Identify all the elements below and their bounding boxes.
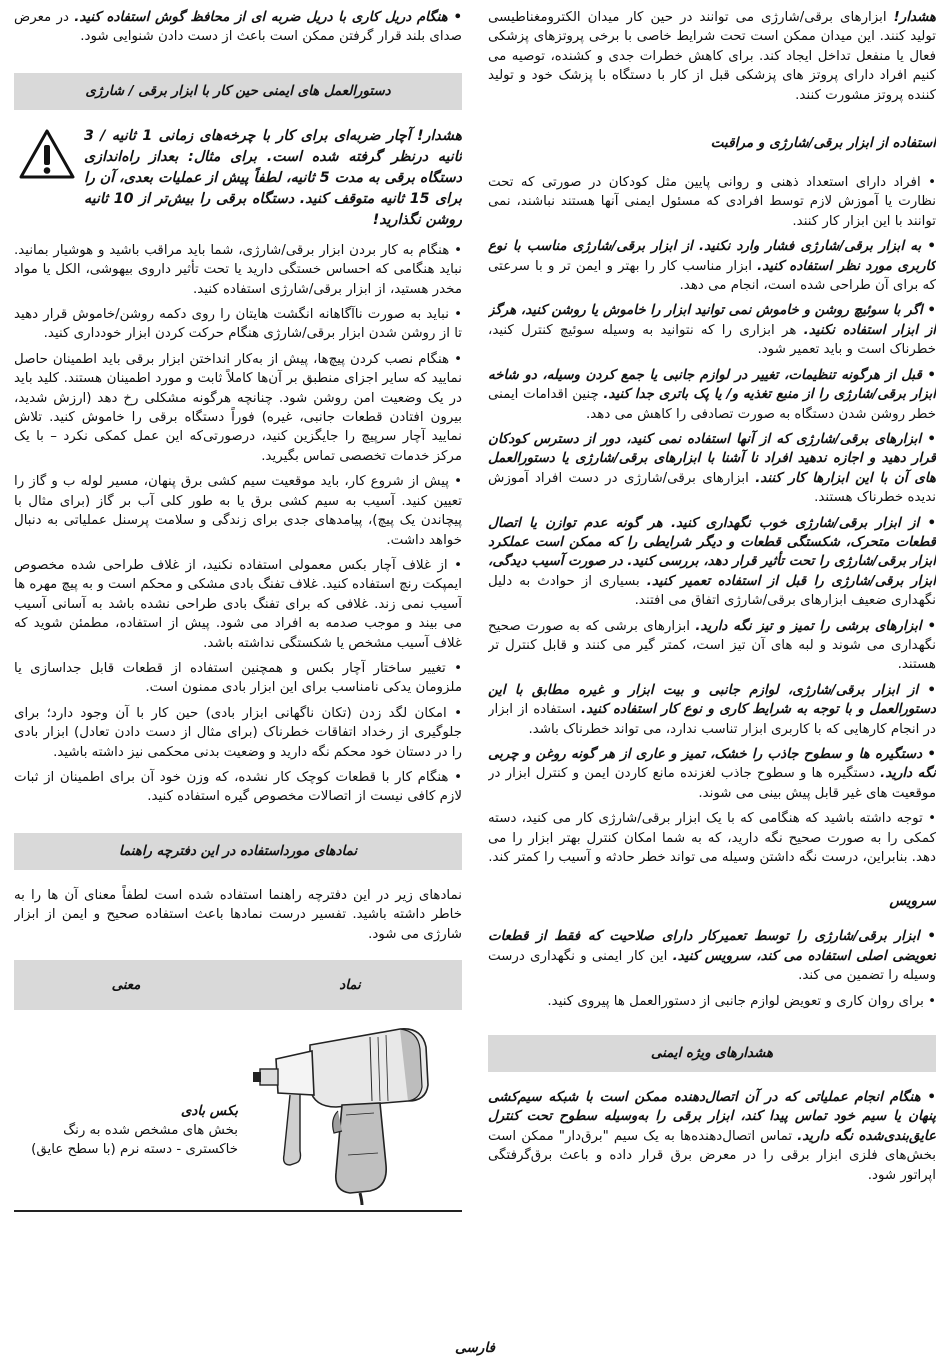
use-care-item-bold: • قبل از هرگونه تنظیمات، تغییر در لوازم جانبی یا جمع کردن وسیله، دو شاخه ابزار برقی/شارژی را از منبع تغذیه و/ یا پک باتری جدا کنید. — [488, 367, 936, 403]
intro-warning-text: ابزارهای برقی/شارژی می توانند در حین کار میدان الکترومغناطیسی تولید کنند. این میدان ممکن است تحت شرایط خاصی با برخی پروتزهای پزشکی فعال یا منفعل تداخل ایجاد کند. برای کاهش خطرات جدی و کشنده، توصیه می کنیم افراد دارای پروتز های پزشکی قبل از کار با دستگاه با پزشک خود و تولید کننده پروتز مشورت کنند. — [488, 10, 936, 103]
hearing-protection-item — [14, 8, 462, 47]
special-warning-item-bold: • هنگام انجام عملیاتی که در آن اتصال‌دهنده ممکن است با شبکه سیم‌کشی پنهان یا سیم خود تماس پیدا کند، ابزار برقی را به‌وسیله سطوح تحت کنترل عایق‌بندی‌شده نگه دارید. — [488, 1090, 936, 1144]
symbols-table-row — [14, 1010, 462, 1212]
special-warnings-band: هشدارهای ویژه ایمنی — [488, 1035, 936, 1072]
special-warning-item-text: تماس اتصال‌دهنده‌ها به یک سیم "برق‌دار" ممکن است بخش‌های فلزی ابزار برقی را در معرض برق قرار داده و باعث برق‌گرفتگی اپراتور شود. — [488, 1128, 936, 1183]
use-care-item-bold: • از ابزار برقی/شارژی خوب نگهداری کنید. هر گونه عدم توازن یا اتصال قطعات متحرک، شکستگی قطعات و دیگر شرایطی را که ممکن است عملکرد ابزار برقی/شارژی را تحت تأثیر قرار دهد، بررسی کنید. در صورت آسیب دیدگی، ابزار برقی/شارژی را قبل از استفاده تعمیر کنید. — [488, 515, 936, 589]
symbols-band: نمادهای مورداستفاده در این دفترچه راهنما — [14, 833, 462, 870]
use-care-item-bold: • به ابزار برقی/شارژی فشار وارد نکنید. از ابزار برقی/شارژی مناسب با نوع کاربری مورد نظر استفاده کنید. — [488, 239, 936, 274]
use-care-item — [488, 301, 936, 359]
use-care-item-bold: • ابزارهای برشی را تمیز و تیز نگه دارید. — [695, 618, 936, 634]
symbol-description: بخش های مشخص شده به رنگ خاکستری - دسته نرم (با سطح عایق) — [31, 1123, 238, 1157]
service-item — [488, 927, 936, 985]
operation-item: • از غلاف آچار بکس معمولی استفاده نکنید، از غلاف طراحی شده مخصوص ایمپکت رنچ استفاده کنید. غلاف تفنگ بادی مشکی و محکم است و به پیچ مهره ها آسیب نمی زند. غلافی که برای تفنگ بادی طراحی نشده باشد به آسانی آسیب می بیند و موجب صدمه به افراد می شود. پیش از استفاده، مطمئن شوید که غلاف آسیب مشخص یا شکستگی نداشته باشد. — [14, 557, 462, 651]
use-care-item-text: دستگیره ها و سطوح جاذب لغزنده مانع کاردن ایمن و کنترل ابزار در موقعیت های غیر قابل پیش بینی می شوند. — [488, 766, 936, 801]
use-care-item-text: ابزارهای برقی/شارژی در دست افراد آموزش ندیده خطرناک هستند. — [488, 470, 936, 506]
duty-cycle-warning — [14, 126, 462, 231]
operation-item: • تغییر ساختار آچار بکس و همچنین استفاده از قطعات قابل جداسازی یا ملزومان یدکی نامناسب برای این ابزار بادی ممنون است. — [14, 660, 462, 696]
symbols-table — [14, 960, 462, 1212]
use-care-item-text: بسیاری از حوادث به دلیل نگهداری ضعیف ابزارهای برقی/شارژی اتفاق می افتند. — [488, 573, 936, 609]
operation-instructions-list — [14, 241, 462, 807]
use-care-item — [488, 366, 936, 424]
use-care-item-text: ابزارهای برشی که به صورت صحیح نگهداری می شوند و لبه های آن تیز است، کمتر گیر می کنند و قابل کنترل تر هستند. — [488, 618, 936, 673]
intro-warning-bold: هشدار! — [893, 10, 936, 25]
use-care-item — [488, 514, 936, 611]
service-list — [488, 927, 936, 1011]
meaning-cell — [14, 1010, 238, 1210]
operation-item: • امکان لگد زدن (تکان ناگهانی ابزار بادی) حین کار با آن وجود دارد؛ برای جلوگیری از رخداد اتفاقات خطرناک (برای مثال از دست دادن تعادل) ابزار بادی را در دستان خود محکم نگه دارید و وضعیت بدنی محکمی نیز داشته باشید. — [14, 705, 462, 760]
special-warnings-list — [488, 1088, 936, 1185]
operation-item: • هنگام به کار بردن ابزار برقی/شارژی، شما باید مراقب باشید و هوشیار بمانید. نباید هنگامی که احساس خستگی دارید یا تحت تأثیر داروی بیهوشی، الکل یا مواد مخدر هستید، از ابزار برقی/شارژی استفاده کنید. — [14, 242, 462, 297]
symbol-title: بکس بادی — [180, 1104, 238, 1119]
use-care-item — [488, 617, 936, 675]
symbols-intro: نمادهای زیر در این دفترچه راهنما استفاده شده است لطفاً معنای آن ها را به خاطر داشته باشید. تفسیر درست نمادها باعث استفاده صحیح و ایمن از ابزار شارژی می شود. — [14, 887, 462, 942]
use-care-item — [488, 809, 936, 867]
service-item-text: • برای روان کاری و تعویض لوازم جانبی از دستورالعمل ها پیروی کنید. — [547, 993, 936, 1009]
use-care-item-text: استفاده از ابزار در انجام کارهایی که با کاربری ابزار تناسب ندارد، می تواند خطرناک باشد. — [488, 702, 936, 737]
symbol-column-header: نماد — [339, 977, 361, 993]
use-care-item-text: • افراد دارای استعداد ذهنی و روانی پایین مثل کودکان در صورتی که تحت نظارت یا آموزش لازم توسط افرادی که مسئول ایمنی آنها هستند نباشند، نمی توانند با این ابزار کار کنند. — [488, 175, 936, 229]
right-column — [488, 0, 936, 1340]
operation-item: • هنگام کار با قطعات کوچک کار نشده، که وزن خود آن برای اطمینان از ثبات لازم کافی نیست از اتصالات مخصوص گیره استفاده کنید. — [14, 769, 462, 805]
use-care-list — [488, 173, 936, 867]
operation-item: • نباید به صورت ناآگاهانه انگشت هایتان را روی دکمه روشن/خاموش قرار دهید تا از روشن شدن ابزار برقی/شارژی هنگام حرکت کردن ابزار خودداری کنید. — [14, 307, 462, 342]
operation-item: • پیش از شروع کار، باید موقعیت سیم کشی برق پنهان، مسیر لوله ب و گاز را تعیین کنید. آسیب به سیم کشی برق یا به طور کلی آب بر گاز (برای مثال با پیچاندن یک پیچ)، پیامدهای جدی برای زندگی و سلامت پرسنل عملیاتی به دنبال خواهد داشت. — [14, 474, 462, 548]
use-care-item — [488, 173, 936, 231]
duty-cycle-warning-text: هشدار! آچار ضربه‌ای برای کار با چرخه‌های زمانی 1 ثانیه / 3 ثانیه درنظر گرفته شده است. برای مثال: بعداز راه‌اندازی دستگاه برقی به مدت 5 ثانیه، لطفاً پیش از عملیات بعدی، آن را برای 15 ثانیه متوقف کنید. دستگاه برقی را بیش‌تر از 10 ثانیه روشن نگذارید! — [84, 127, 462, 228]
use-care-item-bold: • اگر با سوئیچ روشن و خاموش نمی توانید ابزار را خاموش یا روشن کنید، هرگز از ابزار استفاده نکنید. — [488, 303, 936, 338]
hearing-protection-bold: • هنگام دریل کاری با دریل ضربه ای از محافظ گوش استفاده کنید. — [74, 10, 462, 25]
use-care-item-bold: • دستگیره ها و سطوح جاذب را خشک، تمیز و عاری از هر گونه روغن و چربی نگه دارید. — [488, 747, 936, 782]
instructions-band: دستورالعمل های ایمنی حین کار با ابزار برقی / شارژی — [14, 73, 462, 110]
service-item — [488, 992, 936, 1011]
use-care-item-text: • توجه داشته باشید که هنگامی که با یک ابزار برقی/شارژی کار می کنید، دسته کمکی را به صورت صحیح نگه دارید، که به شما امکان کنترل بهتر ابزار را می دهد. بنابراین، درست نگه داشتن وسیله می تواند خطر حادثه و آسیب را کمتر کند. — [488, 811, 936, 866]
language-footer: فارسی — [455, 1340, 495, 1356]
service-item-text: این کار ایمنی و نگهداری درست وسیله را تضمین می کند. — [488, 948, 936, 984]
intro-warning — [488, 8, 936, 105]
use-care-item — [488, 237, 936, 295]
operation-item: • هنگام نصب کردن پیچ‌ها، پیش از به‌کار انداختن ابزار برقی باید اطمینان حاصل نمایید که سایر اجزای منطبق بر آن‌ها کاملاً ثابت و مورد اطمینان هستند. کلید باید در یک وضعیت امن روشن شود. چنانچه هرگونه مشکلی رخ دهد (ارزش شدید، بیرون افتادن قطعات جانبی، غیره) فوراً دستگاه برقی را خاموش کنید. تلاش نمایید آچار سرپیچ را جایگزین کنید، درصورتی‌که این عمل کمکی نکرد – با یک مرکز خدمات تخصصی تماس بگیرید. — [14, 351, 462, 464]
left-column — [14, 0, 462, 1340]
special-warning-item — [488, 1088, 936, 1185]
service-item-bold: • ابزار برقی/شارژی را توسط تعمیرکار دارای صلاحیت که فقط از قطعات تعویضی اصلی استفاده می کند، سرویس کنید. — [488, 929, 936, 964]
hearing-protection-text: در معرض صدای بلند قرار گرفتن ممکن است باعث از دست دادن شنوایی شود. — [14, 10, 462, 45]
use-care-item-text: هر ابزاری را که نتوانید به وسیله سوئیچ کنترل کنید، خطرناک است و باید تعمیر شود. — [488, 322, 936, 358]
use-care-item-bold: • ابزارهای برقی/شارژی که از آنها استفاده نمی کنید، دور از دسترس کودکان قرار دهید و اجازه ندهید افراد نا آشنا با ابزارهای برقی/شارژی یا دستورالعمل های آن با این ابزارها کار کنند. — [488, 431, 936, 486]
service-heading: سرویس — [889, 893, 936, 910]
use-care-item — [488, 745, 936, 803]
use-care-item-text: چنین اقدامات ایمنی خطر روشن شدن دستگاه به صورت تصادفی را کاهش می دهد. — [488, 387, 936, 422]
symbols-table-header — [14, 960, 462, 1010]
warning-triangle-icon — [14, 126, 76, 184]
use-care-heading: استفاده از ابزار برقی/شارژی و مراقبت — [710, 135, 936, 152]
use-care-item-bold: • از ابزار برقی/شارژی، لوازم جانبی و بیت ابزار و غیره مطابق با این دستورالعمل و با توجه به شرایط کاری و نوع کار استفاده کنید. — [488, 682, 936, 718]
impact-wrench-drawing — [238, 1010, 462, 1210]
meaning-column-header: معنی — [111, 977, 141, 993]
use-care-item — [488, 430, 936, 508]
use-care-item-text: ابزار مناسب کار را بهتر و ایمن تر و با سرعتی که برای آن طراحی شده است، انجام می دهد. — [488, 258, 936, 294]
use-care-item — [488, 681, 936, 739]
